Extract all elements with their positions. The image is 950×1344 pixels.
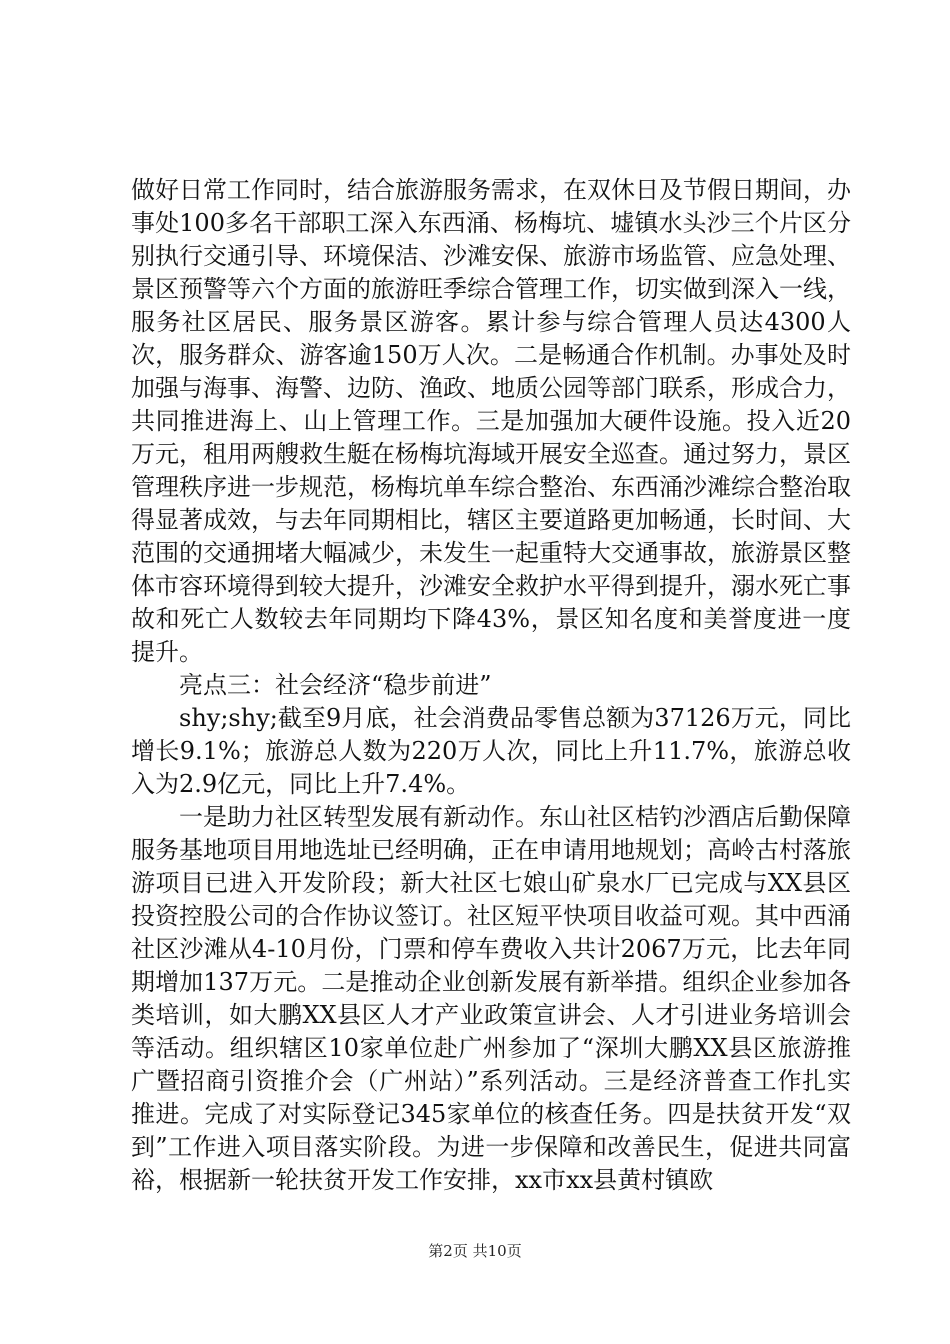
page-footer: 第2页 共10页: [428, 1242, 522, 1260]
paragraph-3: shy;shy;截至9月底，社会消费品零售总额为37126万元，同比增长9.1%；旅游总人数为220万人次，同比上升11.7%，旅游总收入为2.9亿元，同比上升7.4%。: [131, 704, 851, 798]
paragraph-4: 一是助力社区转型发展有新动作。东山社区桔钓沙酒店后勤保障服务基地项目用地选址已经明确，正在申请用地规划；高岭古村落旅游项目已进入开发阶段；新大社区七娘山矿泉水厂已完成与XX县区投资控股公司的合作协议签订。社区短平快项目收益可观。其中西涌社区沙滩从4-10月份，门票和停车费收入共计2067万元，比去年同期增加137万元。二是推动企业创新发展有新举措。组织企业参加各类培训，如大鹏XX县区人才产业政策宣讲会、人才引进业务培训会等活动。组织辖区10家单位赴广州参加了“深圳大鹏XX县区旅游推广暨招商引资推介会（广州站）”系列活动。三是经济普查工作扎实推进。完成了对实际登记345家单位的核查任务。四是扶贫开发“双到”工作进入项目落实阶段。为进一步保障和改善民生，促进共同富裕，根据新一轮扶贫开发工作安排，xx市xx县黄村镇欧: [131, 803, 851, 1194]
document-body: [131, 174, 851, 1197]
paragraph-1: 做好日常工作同时，结合旅游服务需求，在双休日及节假日期间，办事处100多名干部职工深入东西涌、杨梅坑、墟镇水头沙三个片区分别执行交通引导、环境保洁、沙滩安保、旅游市场监管、应急处理、景区预警等六个方面的旅游旺季综合管理工作，切实做到深入一线，服务社区居民、服务景区游客。累计参与综合管理人员达4300人次，服务群众、游客逾150万人次。二是畅通合作机制。办事处及时加强与海事、海警、边防、渔政、地质公园等部门联系，形成合力，共同推进海上、山上管理工作。三是加强加大硬件设施。投入近20万元，租用两艘救生艇在杨梅坑海域开展安全巡查。通过努力，景区管理秩序进一步规范，杨梅坑单车综合整治、东西涌沙滩综合整治取得显著成效，与去年同期相比，辖区主要道路更加畅通，长时间、大范围的交通拥堵大幅减少，未发生一起重特大交通事故，旅游景区整体市容环境得到较大提升，沙滩安全救护水平得到提升，溺水死亡事故和死亡人数较去年同期均下降43%，景区知名度和美誉度进一度提升。: [131, 176, 851, 666]
paragraph-2-heading: 亮点三：社会经济“稳步前进”: [179, 671, 492, 699]
